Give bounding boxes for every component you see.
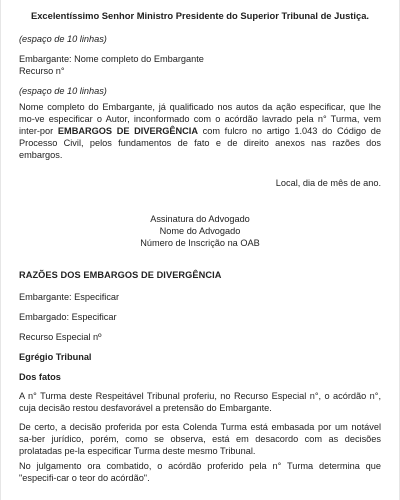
intro-paragraph (19, 101, 381, 161)
intro-bold-text: EMBARGOS DE DIVERGÊNCIA (57, 126, 198, 136)
egregio-tribunal-heading: Egrégio Tribunal (19, 352, 92, 362)
intro-text-part1: Nome completo do Embargante, já qualificado nos autos da ação especificar, que lhe mo-ve especificar o Autor, inconformado com o acórdão lavrado pela n° Turma, vem inter-por (19, 102, 381, 136)
razoes-embargante: Embargante: Especificar (19, 292, 120, 302)
place-date-line: Local, dia de mês de ano. (275, 178, 381, 188)
recurso-line: Recurso n° (19, 66, 65, 76)
intro-text-part2: com fulcro no artigo 1.043 do Código de Processo Civil, pelos fundamentos de fato e de direito anexos nas razões dos embargos. (19, 126, 381, 160)
razoes-embargado: Embargado: Especificar (19, 312, 117, 322)
spacing-note-2: (espaço de 10 linhas) (19, 86, 107, 96)
dos-fatos-heading: Dos fatos (19, 372, 61, 382)
razoes-title: RAZÕES DOS EMBARGOS DE DIVERGÊNCIA (19, 270, 222, 280)
fatos-paragraph-1: A n° Turma deste Respeitável Tribunal proferiu, no Recurso Especial n°, o acórdão n°, cuja decisão restou desfavorável a pretensão do Embargante. (19, 391, 381, 413)
embargante-line: Embargante: Nome completo do Embargante (19, 54, 204, 64)
signature-line: Assinatura do Advogado (150, 214, 250, 224)
razoes-recurso: Recurso Especial nº (19, 332, 102, 342)
spacing-note-1: (espaço de 10 linhas) (19, 34, 107, 44)
fatos-paragraph-2: De certo, a decisão proferida por esta Colenda Turma está embasada por um notável sa-ber jurídico, porém, como se observa, está em desacordo com as decisões prolatadas pe-la especificar Turma deste mesmo Tribunal. (19, 422, 381, 456)
document-header: Excelentíssimo Senhor Ministro Presidente do Superior Tribunal de Justiça. (30, 10, 370, 21)
oab-number-line: Número de Inscrição na OAB (140, 238, 260, 248)
signature-block (1, 213, 399, 249)
fatos-paragraph-3: No julgamento ora combatido, o acórdão proferido pela n° Turma determina que "especifi-car o teor do acórdão". (19, 461, 381, 483)
lawyer-name-line: Nome do Advogado (159, 226, 241, 236)
